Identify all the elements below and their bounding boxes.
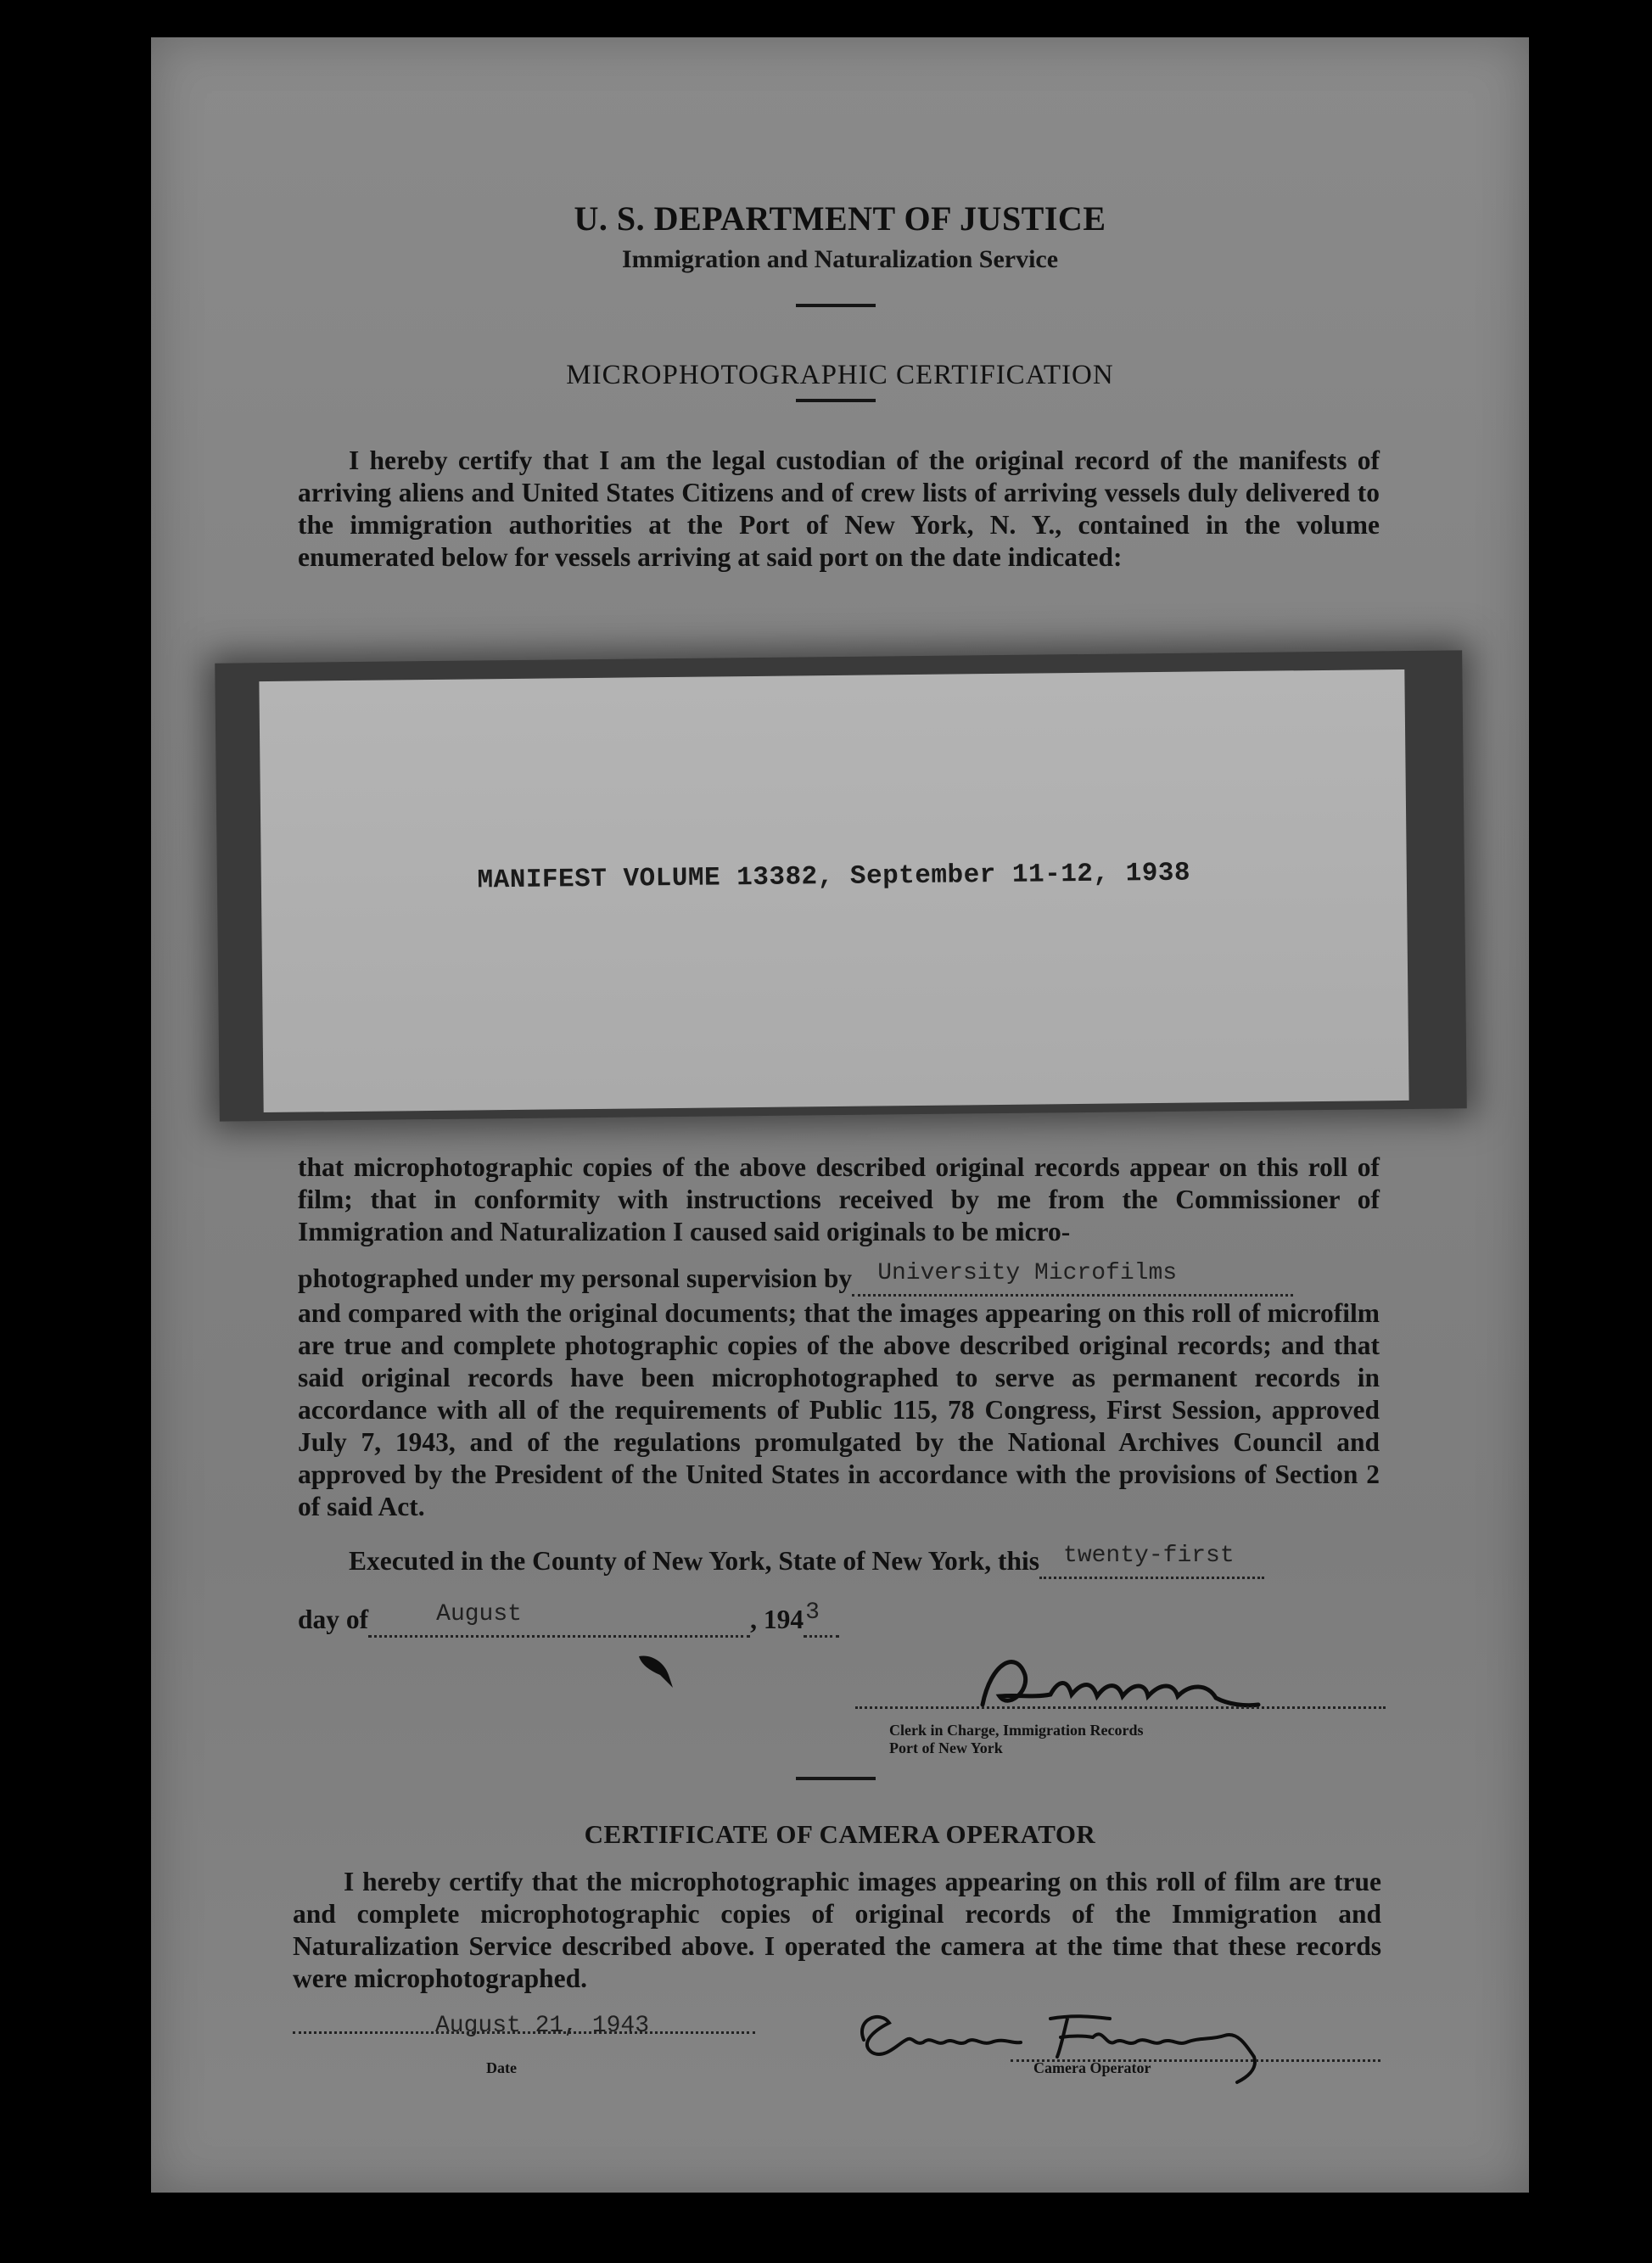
execution-line (349, 1543, 1264, 1579)
date-of-line (298, 1599, 839, 1638)
certification-title: MICROPHOTOGRAPHIC CERTIFICATION (566, 360, 1114, 390)
manifest-volume-text: MANIFEST VOLUME 13382, September 11-12, 1938 (477, 858, 1191, 896)
clerk-title-line1: Clerk in Charge, Immigration Records (889, 1722, 1144, 1739)
volume-strip (259, 669, 1408, 1112)
divider-rule (796, 1777, 876, 1780)
clerk-signature (957, 1645, 1263, 1726)
clerk-signature-line (855, 1706, 1386, 1709)
year-fill (804, 1599, 839, 1638)
camera-certificate-paragraph: I hereby certify that the microphotographic images appearing on this roll of film are true and complete microphotographic copies of original records of the Immigration and Naturalization Service described above. I operated the camera at the time that these records were microphotographed. (293, 1867, 1381, 1993)
supervision-value: University Microfilms (877, 1260, 1178, 1286)
year-value: 3 (805, 1599, 820, 1626)
clerk-title-line2: Port of New York (889, 1739, 1003, 1756)
copies-paragraph-b: and compared with the original documents; that the images appearing on this roll of microfilm are true and complete photographic copies of the above described original records; and that said original records have been microphotographed to serve as permanent records in accordance with all of the requirements of Public 115, 78 Congress, First Session, approved July 7, 1943, and of the regulations promulgated by the National Archives Council and approved by the President of the United States in accordance with the provisions of Section 2 of said Act. (298, 1298, 1380, 1521)
month-value: August (436, 1601, 522, 1627)
divider-rule (796, 304, 876, 307)
day-of-label: day of (298, 1605, 369, 1634)
supervision-lead: photographed under my personal supervision by (298, 1263, 853, 1293)
supervision-fill (852, 1260, 1293, 1297)
year-prefix: , 194 (750, 1605, 804, 1634)
service-subheading: Immigration and Naturalization Service (621, 245, 1059, 273)
ink-mark (635, 1650, 677, 1692)
date-label: Date (486, 2059, 517, 2076)
department-heading: U. S. DEPARTMENT OF JUSTICE (574, 199, 1106, 238)
certificate-sheet (151, 37, 1529, 2193)
divider-rule (796, 399, 876, 402)
operator-date-value: August 21, 1943 (435, 2013, 650, 2039)
execution-lead: Executed in the County of New York, State of New York, this (349, 1546, 1040, 1576)
camera-certificate-title: CERTIFICATE OF CAMERA OPERATOR (584, 1819, 1096, 1849)
custodian-paragraph: I hereby certify that I am the legal custodian of the original record of the manifests of arriving aliens and United States Citizens and of crew lists of arriving vessels duly delivered to the immigration authorities at the Port of New York, N. Y., contained in the volume enumerated below for vessels arriving at said port on the date indicated: (298, 445, 1380, 572)
supervision-line (298, 1260, 1293, 1297)
copies-paragraph-a: that microphotographic copies of the above described original records appear on this roll of film; that in conformity with instructions received by me from the Commissioner of Immigration and Naturalization I caused said originals to be micro- (298, 1152, 1380, 1246)
execution-day-value: twenty-first (1063, 1543, 1235, 1569)
camera-operator-label: Camera Operator (1033, 2059, 1151, 2076)
month-fill (368, 1601, 750, 1638)
execution-day-fill (1039, 1543, 1264, 1579)
